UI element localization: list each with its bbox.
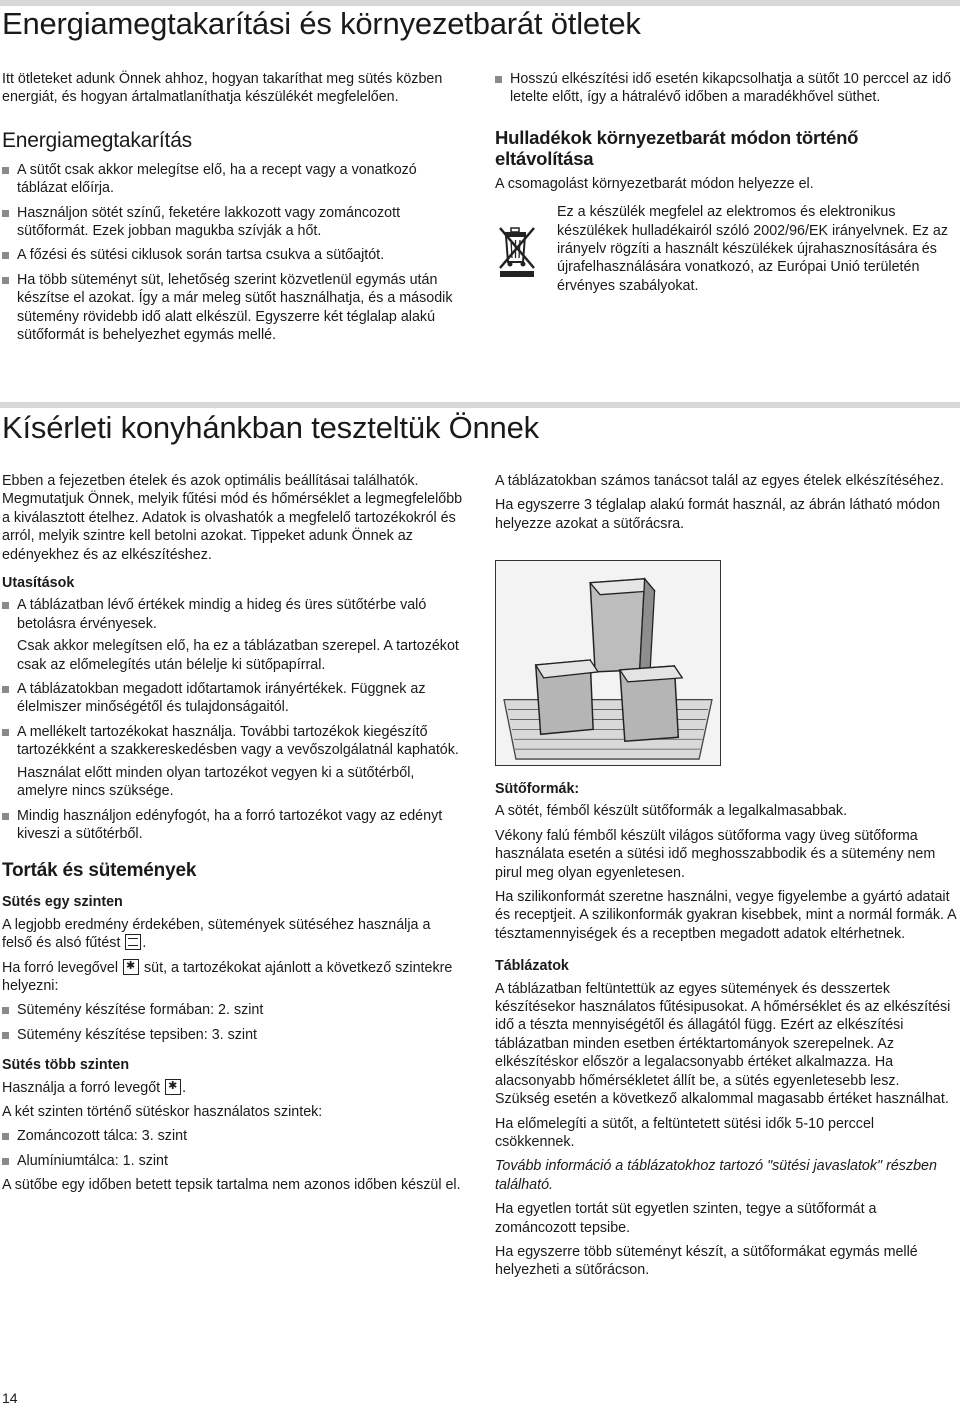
weee-directive-text: Ez a készülék megfelel az elektromos és elektronikus készülékek hulladékairól szóló 2002/96/EK irányelvnek. Ez az irányelv rögzíti a használt készülékek újrahasznosítására és újrafelhasználására vonatkozó, az Európai Unió területén érvényes szabályokat. (557, 204, 949, 294)
list-item: Hosszú elkészítési idő esetén kikapcsolhatja a sütőt 10 perccel az idő letelte előtt, így a hátralévő időben a maradékhővel süthet. (495, 70, 957, 107)
list-item: A sütőt csak akkor melegítse elő, ha a recept vagy a vonatkozó táblázat előírja. (2, 161, 464, 198)
instruction-text: A mellékelt tartozékokat használja. További tartozékok kiegészítő tartozékként a szakkereskedésben vagy a vevőszolgálatnál kaphatók. (17, 723, 459, 759)
page-number: 14 (2, 1390, 18, 1406)
tables-italic-note (495, 1157, 957, 1194)
one-level-list (2, 1001, 464, 1044)
instruction-extra: Használat előtt minden olyan tartozékot vegyen ki a sütőtérből, amelyre nincs szüksége. (17, 764, 415, 800)
list-item: Sütemény készítése formában: 2. szint (2, 1001, 464, 1019)
energy-left-column (2, 70, 464, 350)
test-kitchen-left-column (2, 472, 464, 1201)
instruction-extra: Csak akkor melegítsen elő, ha ez a táblázatban szerepel. A tartozékot csak az előmelegítés után bélelje ki sütőpapírral. (17, 638, 459, 673)
multi-level-heading: Sütés több szinten (2, 1057, 130, 1074)
energy-saving-heading: Energiamegtakarítás (2, 128, 192, 152)
tables-para: A táblázatban feltüntettük az egyes sütemények és desszertek készítésekor használatos fűtésipusokat. A hőmérséklet és az elkészítési idő a tészta mennyiségétől és állagától függ. Ezért az elkészítési táblázatban minden esetben értéktartományok szerepelnek. Az elkészítéskor először a legalacsonyabb értéket alkalmazza. Ha alacsonyabb hőmérsékletet állít be, a sütés egyenletesebb lesz. Szükség esetén a következő alkalommal magasabb értéket használhat. (495, 980, 951, 1108)
top-bottom-heat-icon (125, 934, 141, 950)
hot-air-icon (165, 1079, 181, 1095)
baking-forms-on-rack-illustration (495, 560, 721, 766)
list-item (2, 807, 464, 844)
one-level-p2a: Ha forró levegővel (2, 959, 119, 976)
forms-para: A sötét, fémből készült sütőformák a legalkalmasabbak. (495, 803, 848, 820)
section-title-test-kitchen: Kísérleti konyhánkban teszteltük Önnek (2, 410, 539, 445)
list-item (2, 680, 464, 717)
waste-disposal-heading: Hulladékok környezetbarát módon történő eltávolítása (495, 126, 859, 169)
list-item: A főzési és sütési ciklusok során tartsa csukva a sütőajtót. (2, 246, 464, 264)
multi-level-p3: A sütőbe egy időben betett tepsik tartalma nem azonos időben készül el. (2, 1177, 461, 1194)
list-item (2, 723, 464, 801)
multi-level-p2: A két szinten történő sütéskor használatos szintek: (2, 1103, 323, 1120)
list-item: Alumíniumtálca: 1. szint (2, 1152, 464, 1170)
weee-bin-icon (496, 222, 540, 278)
multi-level-text: Használja a forró levegőt ✱ . (2, 1079, 464, 1097)
list-item: Ha több süteményt süt, lehetőség szerint közvetlenül egymás után készítse el azokat. Így a már meleg sütőt használhatja, és a második sütemény rövidebb idő alatt elkészül. Egyszerre két téglalap alakú sütőformát is behelyezhet egymás mellé. (2, 271, 464, 345)
energy-tips-list (2, 161, 464, 345)
italic-note: Tovább információ a táblázatokhoz tartozó "sütési javaslatok" részben található. (495, 1158, 937, 1193)
instructions-list (2, 596, 464, 843)
list-item: Zománcozott tálca: 3. szint (2, 1127, 464, 1145)
list-item (2, 596, 464, 674)
energy-intro: Itt ötleteket adunk Önnek ahhoz, hogyan takaríthat meg sütés közben energiát, és hogyan ártalmatlaníthatja készülékét megfelelően. (2, 71, 443, 106)
tables-para: Ha egyetlen tortát süt egyetlen szinten, tegye a sütőformát a zománcozott tepsibe. (495, 1201, 877, 1236)
tables-tip: A táblázatokban számos tanácsot talál az egyes ételek elkészítéséhez. (495, 473, 945, 489)
hot-air-icon (123, 959, 139, 975)
three-forms-tip: Ha egyszerre 3 téglalap alakú formát használ, az ábrán látható módon helyezze azokat a sütőrácsra. (495, 497, 941, 532)
section-title-energy: Energiamegtakarítási és környezetbarát ötletek (2, 6, 641, 41)
multi-level-p1: Használja a forró levegőt (2, 1079, 161, 1096)
instruction-text: Mindig használjon edényfogót, ha a forró tartozékot vagy az edényt kiveszi a sütőtérből. (17, 807, 443, 842)
waste-intro: A csomagolást környezetbarát módon helyezze el. (495, 175, 814, 192)
list-item: Használjon sötét színű, feketére lakkozott vagy zománcozott sütőformát. Ezek jobban magukba szívják a hőt. (2, 204, 464, 241)
forms-para: Vékony falú fémből készült világos sütőforma vagy üveg sütőforma használata esetén a sütési idő meghosszabbodik és a sütemény nem pirul meg olyan egyenletesen. (495, 827, 936, 881)
test-kitchen-intro: Ebben a fejezetben ételek és azok optimális beállításai találhatók. Megmutatjuk Önnek, melyik fűtési mód és hőmérséklet a legmegfelelőbb a kiválasztott ételhez. Adatok is olvashatók a megfelelő tartozékokról és arról, melyik szintre kell betolni azokat. Tippeket adunk Önnek az edényekhez és az elkészítéshez. (2, 473, 463, 563)
instructions-heading: Utasítások (2, 575, 75, 592)
one-level-p2b: süt, a tartozékokat ajánlott a következő szintekre helyezni: (2, 959, 453, 994)
instruction-text: A táblázatokban megadott időtartamok irányértékek. Függnek az élelmiszer minőségétől és tulajdonságaitól. (17, 681, 426, 716)
tables-heading: Táblázatok (495, 958, 569, 975)
baking-forms-heading: Sütőformák: (495, 781, 580, 797)
forms-and-tables-column (495, 780, 957, 1286)
list-item: Sütemény készítése tepsiben: 3. szint (2, 1026, 464, 1044)
forms-para: Ha szilikonformát szeretne használni, vegye figyelembe a gyártó adatait és receptjeit. A szilikonformák gyakran kisebbek, mint a normál formák. A tésztamennyiségek és a receptben megadott adatok eltérhetnek. (495, 889, 956, 942)
multi-level-list (2, 1127, 464, 1170)
test-kitchen-right-column (495, 472, 957, 539)
cakes-heading: Torták és sütemények (2, 860, 197, 882)
instruction-text: A táblázatban lévő értékek mindig a hideg és üres sütőtérbe való betolásra érvényesek. (17, 597, 427, 632)
one-level-hot-air-text (2, 959, 464, 996)
one-level-text: A legjobb eredmény érdekében, sütemények sütéséhez használja a felső és alsó fűtést . (2, 916, 431, 952)
energy-right-column (495, 70, 957, 301)
energy-tips-list-cont (495, 70, 957, 107)
tables-para: Ha egyszerre több süteményt készít, a sütőformákat egymás mellé helyezheti a sütőrácson. (495, 1243, 918, 1279)
section-rule (0, 402, 960, 408)
one-level-heading: Sütés egy szinten (2, 894, 123, 911)
one-level-p1: A legjobb eredmény érdekében, sütemények sütéséhez használja a felső és alsó fűtést (2, 916, 431, 952)
tables-para: Ha előmelegíti a sütőt, a feltüntetett sütési idők 5-10 perccel csökkennek. (495, 1115, 875, 1150)
